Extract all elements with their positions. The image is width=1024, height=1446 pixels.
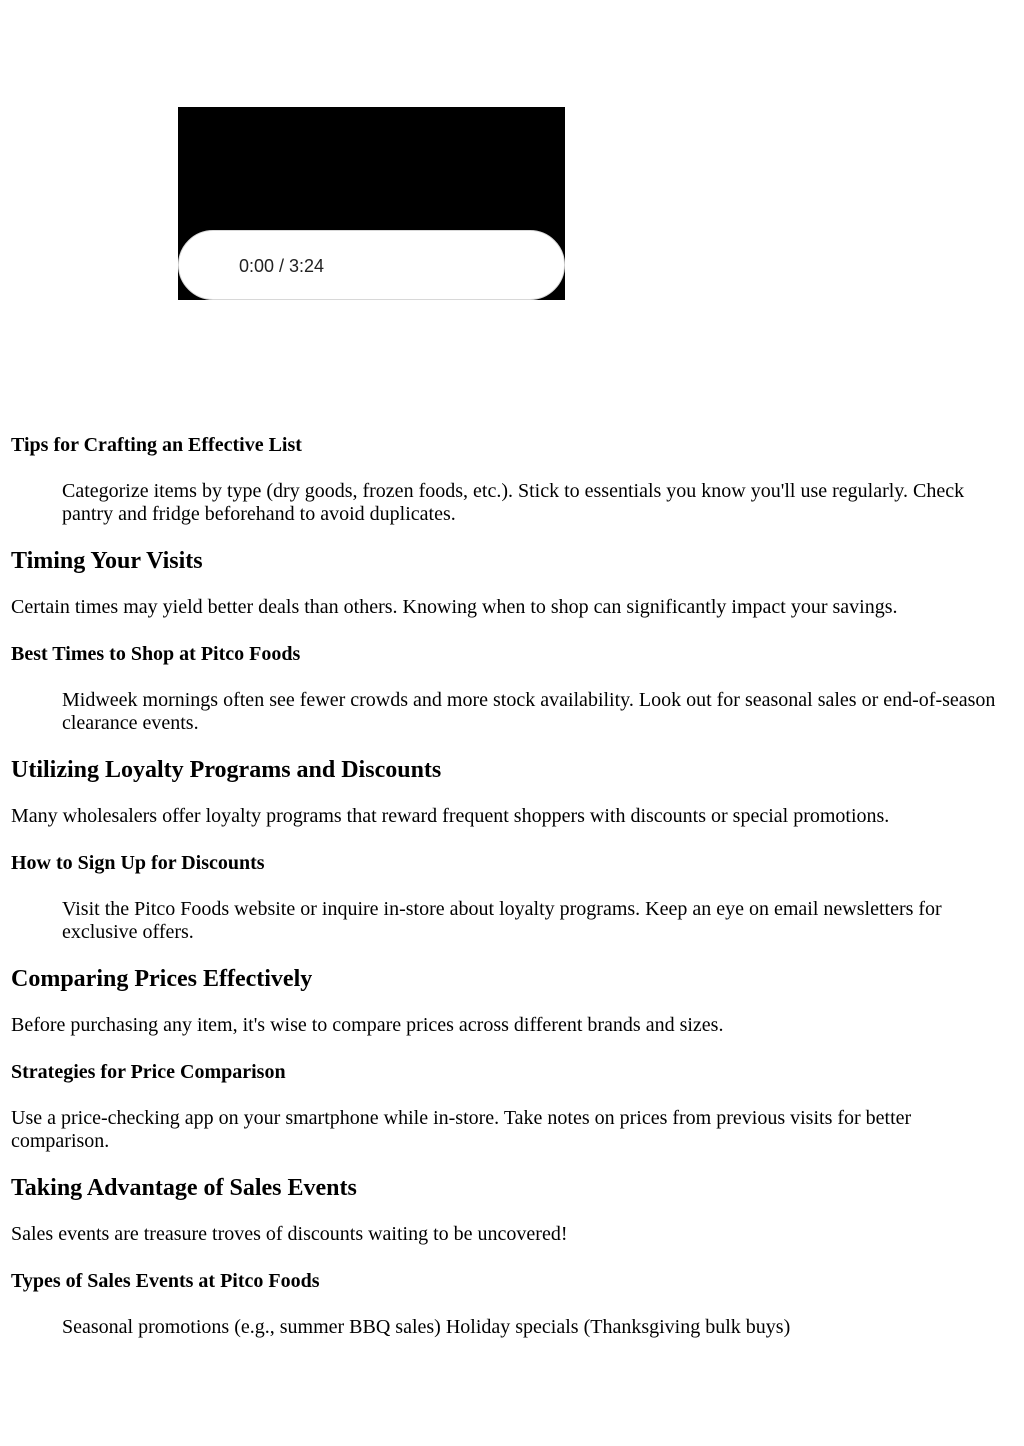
comparing-intro: Before purchasing any item, it's wise to compare prices across different brands and sizes. bbox=[11, 1014, 724, 1036]
sales-intro: Sales events are treasure troves of discounts waiting to be uncovered! bbox=[11, 1223, 568, 1245]
sales-subheading: Types of Sales Events at Pitco Foods bbox=[11, 1270, 320, 1292]
loyalty-intro: Many wholesalers offer loyalty programs that reward frequent shoppers with discounts or special promotions. bbox=[11, 805, 890, 827]
comparing-subheading: Strategies for Price Comparison bbox=[11, 1061, 286, 1083]
loyalty-heading: Utilizing Loyalty Programs and Discounts bbox=[11, 757, 442, 783]
video-controls-bar[interactable] bbox=[178, 230, 565, 300]
loyalty-subheading: How to Sign Up for Discounts bbox=[11, 852, 265, 874]
sales-heading: Taking Advantage of Sales Events bbox=[11, 1175, 357, 1201]
comparing-body: Use a price-checking app on your smartphone while in-store. Take notes on prices from previous visits for better comparison. bbox=[11, 1107, 912, 1152]
timing-heading: Timing Your Visits bbox=[11, 548, 203, 574]
list-tips-heading: Tips for Crafting an Effective List bbox=[11, 434, 302, 456]
article-content bbox=[11, 430, 1011, 1339]
timing-body: Midweek mornings often see fewer crowds and more stock availability. Look out for seasonal sales or end-of-season clearance events. bbox=[62, 689, 996, 734]
video-time-readout: 0:00 / 3:24 bbox=[239, 256, 325, 276]
video-player[interactable] bbox=[178, 107, 565, 300]
timing-intro: Certain times may yield better deals than others. Knowing when to shop can significantly impact your savings. bbox=[11, 596, 898, 618]
sales-body: Seasonal promotions (e.g., summer BBQ sales) Holiday specials (Thanksgiving bulk buys) bbox=[62, 1316, 791, 1338]
comparing-heading: Comparing Prices Effectively bbox=[11, 966, 313, 992]
list-tips-body: Categorize items by type (dry goods, frozen foods, etc.). Stick to essentials you know you'll use regularly. Check pantry and fridge beforehand to avoid duplicates. bbox=[62, 480, 965, 525]
loyalty-body: Visit the Pitco Foods website or inquire in-store about loyalty programs. Keep an eye on email newsletters for exclusive offers. bbox=[62, 898, 942, 943]
timing-subheading: Best Times to Shop at Pitco Foods bbox=[11, 643, 301, 665]
